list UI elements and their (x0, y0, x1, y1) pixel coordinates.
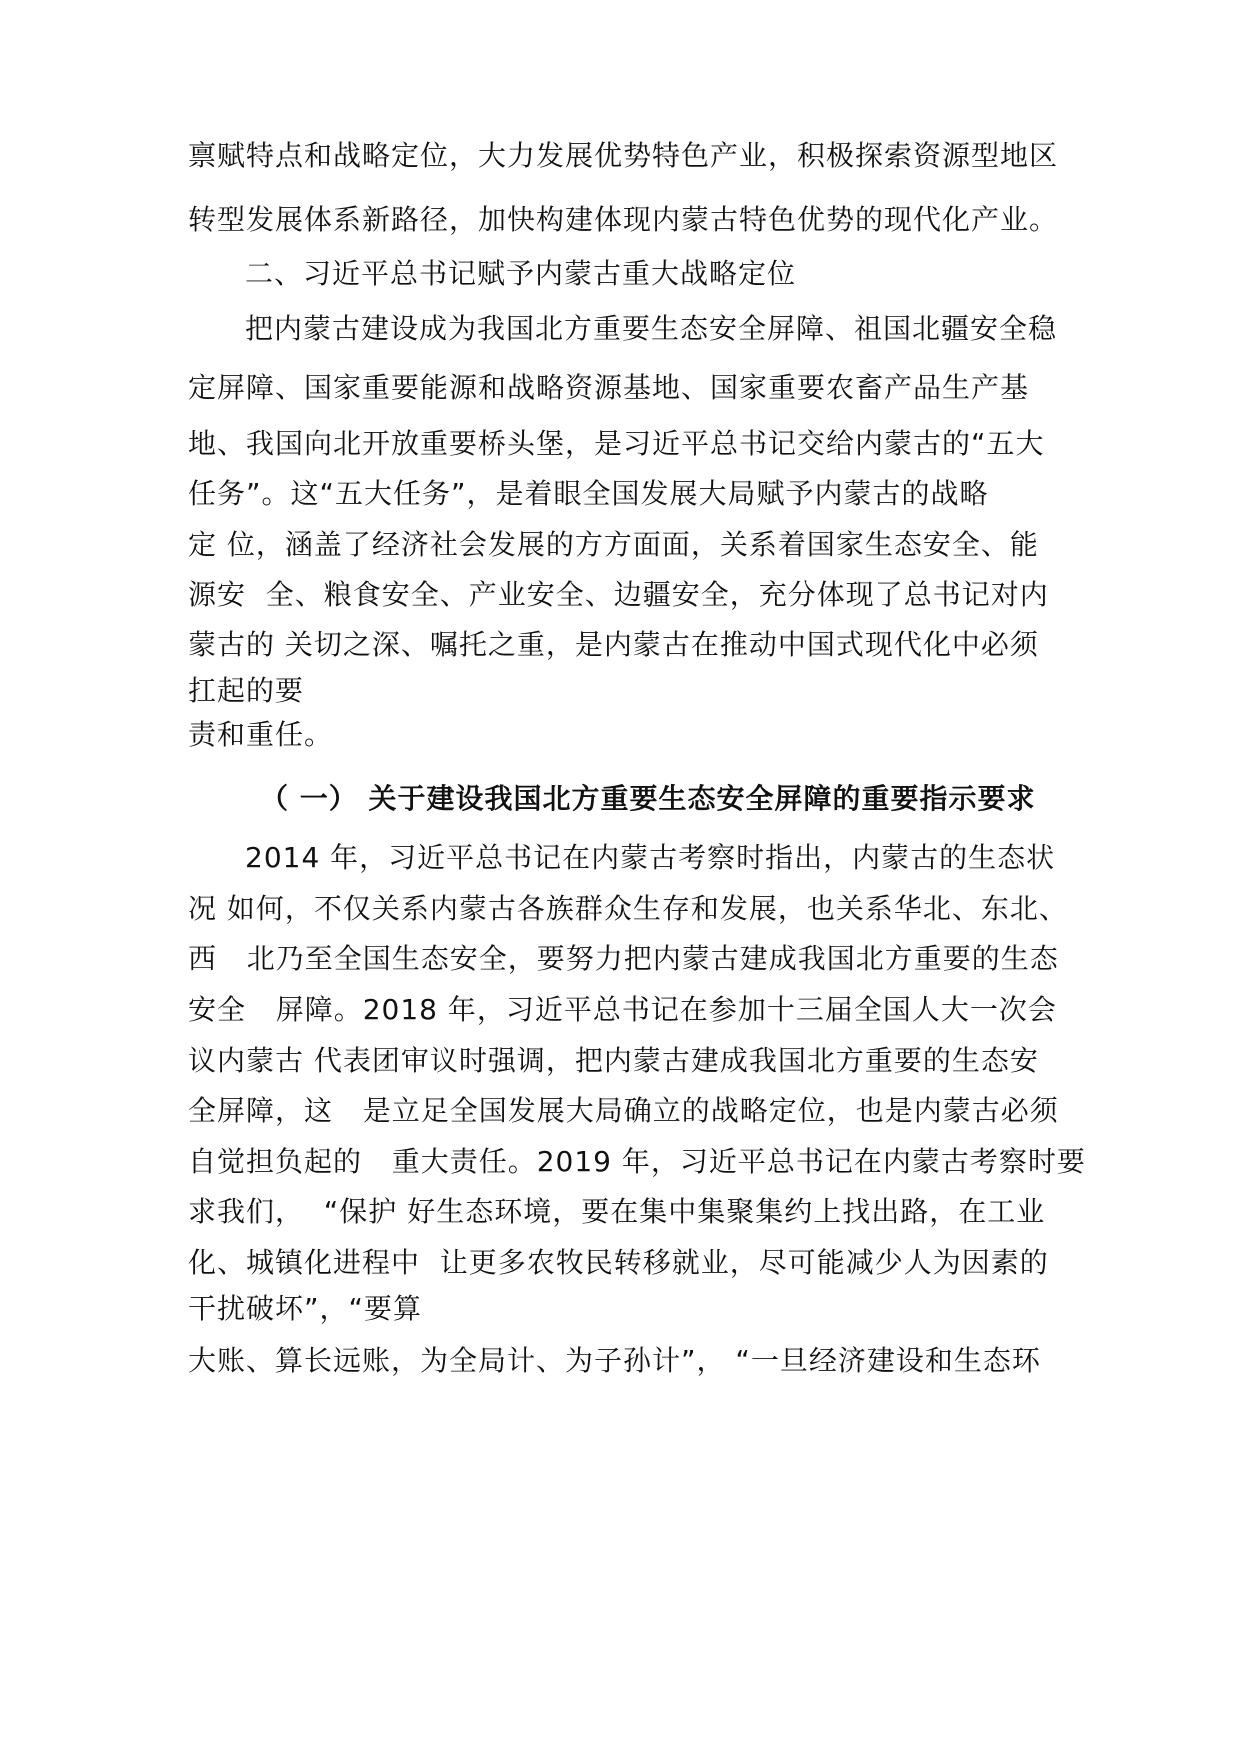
body-line: 西 北乃至全国生态安全，要努力把内蒙古建成我国北方重要的生态 (188, 942, 1059, 975)
body-line: 源安 全、粮食安全、产业安全、边疆安全，充分体现了总书记对内 (188, 578, 1049, 611)
body-line: 禀赋特点和战略定位，大力发展优势特色产业，积极探索资源型地区 (188, 139, 1059, 172)
body-line: 自觉担负起的 重大责任。2019 年，习近平总书记在内蒙古考察时要 (188, 1145, 1086, 1178)
body-line: 定 位，涵盖了经济社会发展的方方面面，关系着国家生态安全、能 (188, 528, 1039, 561)
body-line: 扛起的要 (188, 674, 305, 707)
body-line: 求我们， “保护 好生态环境，要在集中集聚集约上找出路，在工业 (188, 1195, 1046, 1228)
body-line: 全屏障，这 是立足全国发展大局确立的战略定位，也是内蒙古必须 (188, 1094, 1059, 1127)
body-line: 况 如何，不仅关系内蒙古各族群众生存和发展，也关系华北、东北、 (188, 892, 1068, 925)
paragraph-first-line: 把内蒙古建设成为我国北方重要生态安全屏障、祖国北疆安全稳 (245, 312, 1058, 345)
subsection-heading: （ 一） 关于建设我国北方重要生态安全屏障的重要指示要求 (260, 782, 1036, 815)
body-line: 转型发展体系新路径，加快构建体现内蒙古特色优势的现代化产业。 (188, 203, 1059, 236)
body-line: 任务”。这“五大任务”，是着眼全国发展大局赋予内蒙古的战略 (188, 477, 989, 510)
body-line: 议内蒙古 代表团审议时强调，把内蒙古建成我国北方重要的生态安 (188, 1044, 1039, 1077)
body-line: 干扰破坏”，“要算 (188, 1292, 423, 1325)
body-line: 地、我国向北开放重要桥头堡，是习近平总书记交给内蒙古的“五大 (188, 427, 1045, 460)
body-line: 责和重任。 (188, 718, 334, 751)
body-line: 安全 屏障。2018 年，习近平总书记在参加十三届全国人大一次会 (188, 993, 1057, 1026)
body-line: 蒙古的 关切之深、嘱托之重，是内蒙古在推动中国式现代化中必须 (188, 628, 1039, 661)
section-heading: 二、习近平总书记赋予内蒙古重大战略定位 (245, 257, 797, 290)
body-line: 大账、算长远账，为全局计、为子孙计”， “一旦经济建设和生态环 (188, 1344, 1041, 1377)
paragraph-first-line: 2014 年，习近平总书记在内蒙古考察时指出，内蒙古的生态状 (245, 841, 1056, 874)
body-line: 化、城镇化进程中 让更多农牧民转移就业，尽可能减少人为因素的 (188, 1246, 1049, 1279)
body-line: 定屏障、国家重要能源和战略资源基地、国家重要农畜产品生产基 (188, 371, 1030, 404)
